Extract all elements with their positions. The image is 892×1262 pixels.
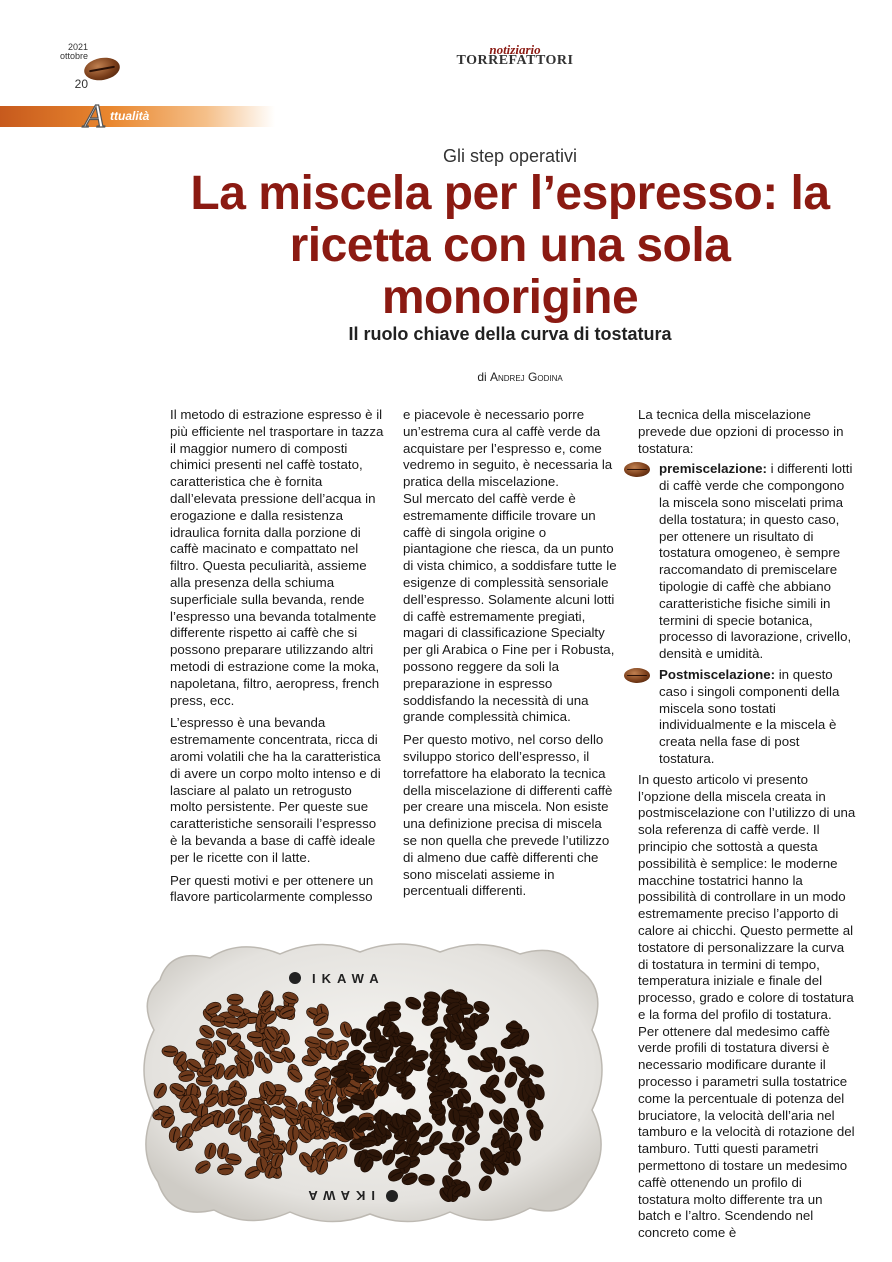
section-initial: A [84,98,105,135]
paragraph: La tecnica della miscelazione prevede due opzioni di processo in tostatura: [638,407,844,456]
bullet-premiscelazione [638,461,856,663]
ikawa-logo-icon [386,1190,398,1202]
article-subtitle: Il ruolo chiave della curva di tostatura [348,324,672,344]
article-title: La miscela per l’espresso: la ricetta con una sola monorigine [190,167,830,324]
section-label: ttualità [110,109,150,123]
bullet-text: in questo caso i singoli componenti della miscela sono tostati individualmente e la miscela è creata nella fase di post tostatura. [659,666,840,766]
tray-brand-bottom: IKAWA [302,1188,375,1203]
article-kicker: Gli step operativi [442,146,578,166]
byline-prefix: di [477,370,487,384]
author-name: Andrej Godina [490,370,563,384]
text-column-2 [403,407,618,906]
paragraph: e piacevole è necessario porre un’estrema cura al caffè verde da acquistare per l’espresso e, come vedremo in seguito, è necessaria la pratica della miscelazione. Sul mercato del caffè verde è estremamente difficile trovare un caffè di singola origine o piantagione che riesca, da un punto di vista chimico, a soddisfare tutte le esigenze di complessità sensoriale dell’espresso. Solamente alcuni lotti di caffè estremamente pregiati, magari di classificazione Specialty per gli Arabica o Fine per i Robusta, possono reggere da soli la preparazione in espresso soddisfando la necessità di una grande complessità chimica. [403,407,617,725]
paragraph: Per questo motivo, nel corso dello sviluppo storico dell’espresso, il torrefattore ha elaborato la tecnica della miscelazione di differenti caffè per creare una miscela. Non esiste una definizione precisa di miscela se non quella che prevede l’utilizzo di almeno due caffè differenti che sono miscelati assieme in percentuali differenti. [403,732,613,899]
coffee-bean [361,1136,377,1147]
page-number: 20 [74,77,88,91]
coffee-bean [317,1028,333,1039]
paragraph: Il metodo di estrazione espresso è il più efficiente nel trasportare in tazza il maggior numero di composti chimici presenti nel caffè tostato, caratteristica che è fornita dall’elevata pressione dell’acqua in erogazione e dalla resistenza idraulica fornita dalla porzione di caffè macinato e compattato nel filtro. Questa peculiarità, assieme alla presenza della schiuma superficiale sulla bevanda, rende l’espresso una bevanda totalmente differente rispetto ai caffè che si possono preparare utilizzando altri metodi di estrazione come la moka, napoletana, filtro, aeropress, french press, ecc. [170,407,384,708]
issue-year: 2021 [67,42,88,52]
coffee-bean-bullet-icon [624,668,650,683]
issue-month: ottobre [59,51,88,61]
coffee-bean [337,1101,353,1112]
coffee-bean-bullet-icon [624,462,650,477]
bullet-postmiscelazione [638,667,856,768]
coffee-tray-photo [130,930,615,1235]
coffee-bean-icon [82,55,121,83]
coffee-bean [227,994,243,1005]
bullet-term: premiscelazione: [659,461,767,477]
paragraph: In questo articolo vi presento l’opzione della miscela creata in postmiscelazione con l’utilizzo di una sola referenza di caffè verde. Il principio che sottostà a questa possibilità è semplice: le moderne macchine tostatrici hanno la possibilità di controllare in un modo estremamente preciso l’apporto di calore ai chicchi. Questo permette al tostatore di personalizzare la curva di tostatura in termini di tempo, temperatura iniziale e finale del processo, grado e colore di tostatura e la forma del profilo di tostatura. Per ottenere dal medesimo caffè verde profili di tostatura diversi è necessario modificare durante il processo i parametri sulla tostatrice come la percentuale di potenza del bruciatore, la velocità dell’aria nel tamburo e la velocità di rotazione del tamburo. Tutti questi parametri permettono di tostare un medesimo caffè ottenendo un profilo di tostatura molto differente tra un batch e l’altro. Scendendo nel concreto come è [638,771,856,1241]
bullet-term: Postmiscelazione: [659,666,776,682]
magazine-name: TORREFATTORI [456,53,574,68]
paragraph: L’espresso è una bevanda estremamente concentrata, ricca di aromi volatili che ha la caratteristica di avere un corpo molto intenso e di lasciare al palato un retrogusto molto persistente. Per queste sue caratteristiche sensoraili l’espresso è la bevanda a base di caffè ideale per le ricette con il latte. [170,715,381,865]
byline [400,370,640,384]
coffee-bean [288,1125,300,1141]
text-column-1 [170,407,385,912]
text-column-3 [638,407,856,1248]
ikawa-logo-icon [289,972,301,984]
tray-brand-top: IKAWA [312,971,385,986]
magazine-name-small: notiziario [489,42,541,57]
paragraph: Per questi motivi e per ottenere un flavore particolarmente complesso [170,872,374,905]
bullet-text: i differenti lotti di caffè verde che compongono la miscela sono miscelati prima della tostatura; in questo caso, per ottenere un risultato di tostatura omogeneo, è sempre raccomandato di premiscelare tipologie di caffè che abbiano caratteristiche fisiche simili in termini di specie botanica, processo di lavorazione, crivello, densità e umidità. [659,461,853,662]
